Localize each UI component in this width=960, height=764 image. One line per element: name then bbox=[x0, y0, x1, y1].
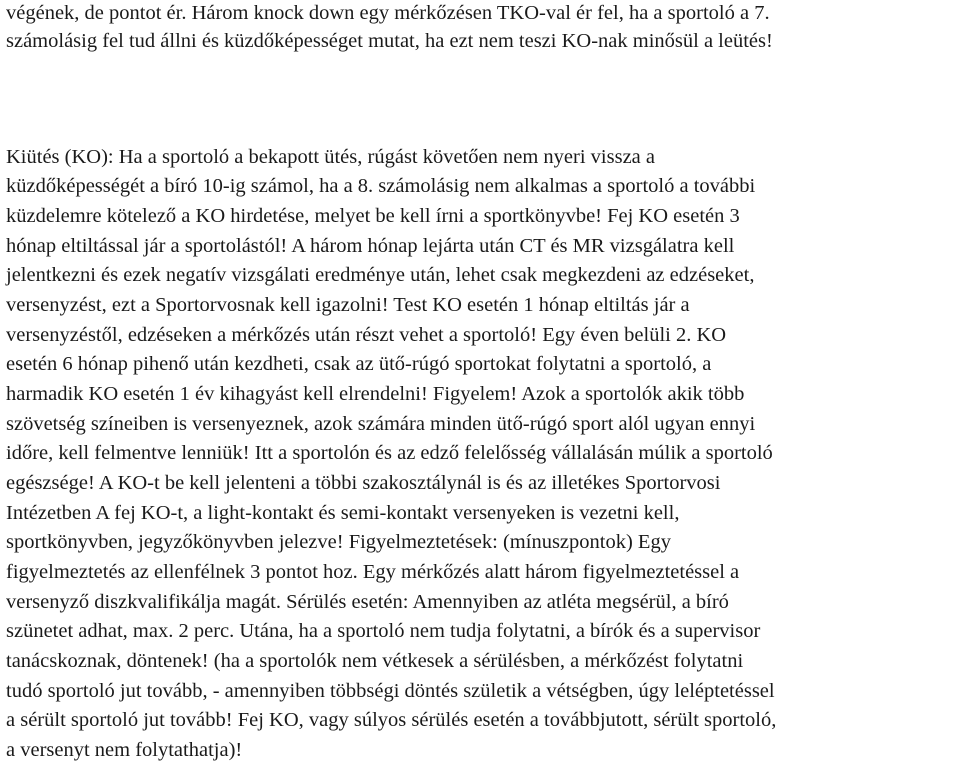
text-line: időre, kell felmentve lenniük! Itt a sportolón és az edző felelősség vállalásán múlik a sportoló bbox=[6, 442, 773, 464]
text-line: tudó sportoló jut tovább, - amennyiben többségi döntés születik a vétségben, úgy leléptetéssel bbox=[6, 680, 775, 702]
text-line: tanácskoznak, döntenek! (ha a sportolók nem vétkesek a sérülésben, a mérkőzést folytatni bbox=[6, 650, 744, 672]
text-line: Intézetben A fej KO-t, a light-kontakt és semi-kontakt versenyeken is vezetni kell, bbox=[6, 502, 680, 524]
text-line: a sérült sportoló jut tovább! Fej KO, vagy súlyos sérülés esetén a továbbjutott, sérült sportoló, bbox=[6, 709, 777, 731]
text-line: Kiütés (KO): Ha a sportoló a bekapott ütés, rúgást követően nem nyeri vissza a bbox=[6, 146, 655, 168]
text-line: esetén 6 hónap pihenő után kezdheti, csak az ütő-rúgó sportokat folytatni a sportoló, a bbox=[6, 353, 712, 375]
text-line: harmadik KO esetén 1 év kihagyást kell elrendelni! Figyelem! Azok a sportolók akik több bbox=[6, 383, 745, 405]
text-line: versenyzést, ezt a Sportorvosnak kell igazolni! Test KO esetén 1 hónap eltiltás jár a bbox=[6, 294, 690, 316]
text-line: versenyzéstől, edzéseken a mérkőzés után részt vehet a sportoló! Egy éven belüli 2. KO bbox=[6, 324, 727, 346]
text-line: figyelmeztetés az ellenfélnek 3 pontot hoz. Egy mérkőzés alatt három figyelmeztetéssel a bbox=[6, 561, 740, 583]
text-line: hónap eltiltással jár a sportolástól! A három hónap lejárta után CT és MR vizsgálatra kell bbox=[6, 235, 735, 257]
text-line: jelentkezni és ezek negatív vizsgálati eredménye után, lehet csak megkezdeni az edzéseket, bbox=[6, 264, 755, 286]
text-line: küzdőképességét a bíró 10-ig számol, ha a 8. számolásig nem alkalmas a sportoló a további bbox=[6, 175, 756, 197]
text-line: szünetet adhat, max. 2 perc. Utána, ha a sportoló nem tudja folytatni, a bírók és a supervisor bbox=[6, 620, 761, 642]
text-line: versenyző diszkvalifikálja magát. Sérülés esetén: Amennyiben az atléta megsérül, a bíró bbox=[6, 591, 729, 613]
text-line: sportkönyvben, jegyzőkönyvben jelezve! Figyelmeztetések: (mínuszpontok) Egy bbox=[6, 531, 671, 553]
text-line: számolásig fel tud állni és küzdőképességet mutat, ha ezt nem teszi KO-nak minősül a leütés! bbox=[6, 30, 773, 52]
text-line: egészsége! A KO-t be kell jelenteni a többi szakosztálynál is és az illetékes Sportorvosi bbox=[6, 472, 721, 494]
text-line: szövetség színeiben is versenyeznek, azok számára minden ütő-rúgó sport alól ugyan ennyi bbox=[6, 413, 756, 435]
text-line: a versenyt nem folytathatja)! bbox=[6, 739, 243, 761]
text-line: végének, de pontot ér. Három knock down egy mérkőzésen TKO-val ér fel, ha a sportoló a 7. bbox=[6, 2, 770, 24]
text-line: küzdelemre kötelező a KO hirdetése, melyet be kell írni a sportkönyvbe! Fej KO esetén 3 bbox=[6, 205, 740, 227]
